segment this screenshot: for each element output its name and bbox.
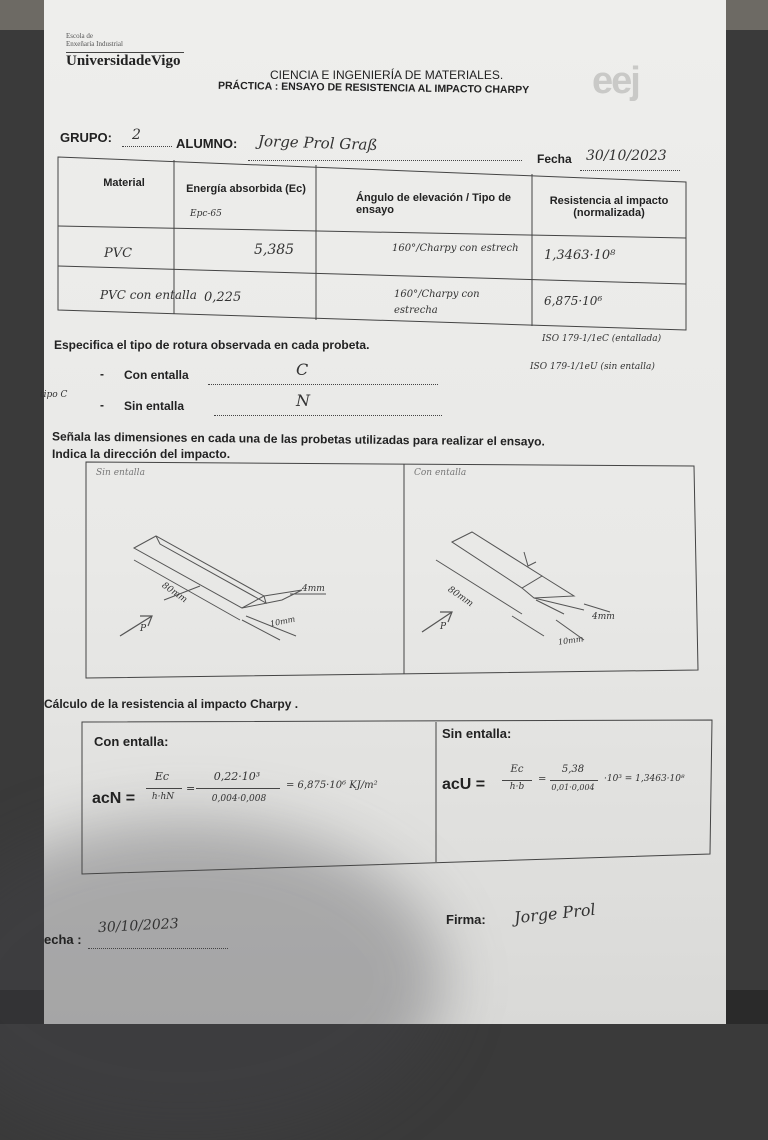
- rotura-sin-value: N: [296, 391, 310, 410]
- right-dim-height: 10mm: [557, 634, 584, 647]
- row2-material: PVC con entalla: [100, 288, 197, 302]
- grupo-label: GRUPO:: [60, 130, 112, 145]
- acu-numerator: Ec: [510, 764, 524, 775]
- sketch-left-label: Sin entalla: [96, 468, 145, 478]
- rotura-question: Especifica el tipo de rotura observada en cada probeta.: [54, 338, 370, 352]
- acn-numerator-2: 0,22·10³: [213, 770, 261, 783]
- row1-resistencia: 1,3463·10⁸: [544, 248, 616, 263]
- row1-energia: 5,385: [254, 242, 295, 258]
- acu-denominator-2: 0,01·0,004: [551, 783, 595, 792]
- table-header-material: Material: [103, 177, 145, 189]
- acn-fraction-bar-2: [196, 788, 280, 789]
- footer-fecha-dots: [88, 934, 228, 949]
- left-dim-length: 80mm: [159, 580, 189, 606]
- left-impact-letter: P: [140, 624, 147, 634]
- acn-denominator: h·hN: [151, 792, 175, 802]
- acn-symbol: acN =: [92, 790, 136, 807]
- row1-material: PVC: [104, 246, 133, 261]
- rotura-con-label: Con entalla: [124, 368, 189, 382]
- equals-1: =: [186, 782, 196, 795]
- dimensiones-question-2: Indica la dirección del impacto.: [52, 447, 231, 461]
- right-impact-letter: P: [440, 622, 447, 632]
- acn-result: = 6,875·10⁶ KJ/m²: [286, 780, 378, 791]
- calculo-sin-label: Sin entalla:: [442, 726, 512, 741]
- acn-fraction-bar: [146, 788, 182, 789]
- side-note-sin-entalla: ISO 179-1/1eU (sin entalla): [530, 362, 655, 372]
- practica-title: PRÁCTICA : ENSAYO DE RESISTENCIA AL IMPACTO CHARPY: [217, 79, 530, 97]
- calculo-box: [44, 0, 726, 900]
- table-header-note: Epc-65: [190, 209, 222, 219]
- row2-angulo: 160°/Charpy con estrecha: [394, 289, 480, 316]
- row1-angulo: 160°/Charpy con estrech: [392, 243, 519, 254]
- left-dim-width: 4mm: [302, 584, 325, 594]
- left-dim-height: 10mm: [269, 614, 297, 629]
- acu-numerator-2: 5,38: [561, 764, 585, 775]
- university-small-line1: Escola de: [66, 32, 94, 40]
- rotura-con-value: C: [296, 360, 309, 379]
- calculo-title: Cálculo de la resistencia al impacto Charpy .: [44, 697, 299, 711]
- footer-fecha-value: 30/10/2023: [97, 915, 180, 937]
- stamp-logo: eej: [592, 60, 639, 102]
- dimensiones-question: Señala las dimensiones en cada una de las probetas utilizadas para realizar el ensayo.: [51, 429, 545, 449]
- acu-symbol: acU =: [442, 776, 486, 793]
- sketch-right-label: Con entalla: [414, 468, 467, 478]
- acu-denominator: h·b: [509, 782, 525, 792]
- row2-energia: 0,225: [204, 290, 242, 305]
- acu-fraction-bar-2: [550, 780, 598, 781]
- side-note-entallada: ISO 179-1/1eC (entallada): [542, 334, 662, 344]
- acn-denominator-2: 0,004·0,008: [211, 794, 267, 804]
- bullet-2: -: [100, 398, 104, 412]
- right-dim-width: 4mm: [592, 612, 615, 622]
- row2-resistencia: 6,875·10⁶: [544, 294, 603, 308]
- rotura-margin-note: tipo C: [40, 390, 68, 400]
- worksheet-paper: [40, 0, 726, 1024]
- bullet-1: -: [100, 367, 104, 381]
- footer-fecha-label: echa :: [44, 932, 82, 947]
- equals-2: =: [538, 774, 547, 785]
- acu-fraction-bar: [502, 780, 532, 781]
- fecha-value: 30/10/2023: [586, 148, 667, 164]
- rotura-sin-label: Sin entalla: [124, 399, 185, 413]
- alumno-value: Jorge Prol Graß: [257, 131, 378, 155]
- table-header-energia: Energía absorbida (Ec): [186, 183, 306, 195]
- fecha-label: Fecha: [537, 152, 572, 166]
- university-logo-text: UniversidadeVigo: [66, 53, 181, 69]
- university-small-line2: Enxeñaría Industrial: [66, 40, 123, 48]
- table-header-resistencia: Resistencia al impacto (normalizada): [549, 195, 669, 219]
- table-header-angulo: Ángulo de elevación / Tipo de ensayo: [356, 192, 512, 216]
- calculo-con-label: Con entalla:: [94, 734, 169, 749]
- firma-signature: Jorge Prol: [513, 899, 597, 928]
- acn-numerator: Ec: [154, 770, 170, 783]
- firma-label: Firma:: [446, 912, 486, 927]
- grupo-value: 2: [132, 127, 141, 143]
- alumno-label: ALUMNO:: [176, 136, 238, 151]
- acu-result: ·10³ = 1,3463·10⁸: [604, 774, 685, 784]
- course-title: CIENCIA E INGENIERÍA DE MATERIALES.: [270, 68, 504, 82]
- right-dim-length: 80mm: [445, 584, 475, 610]
